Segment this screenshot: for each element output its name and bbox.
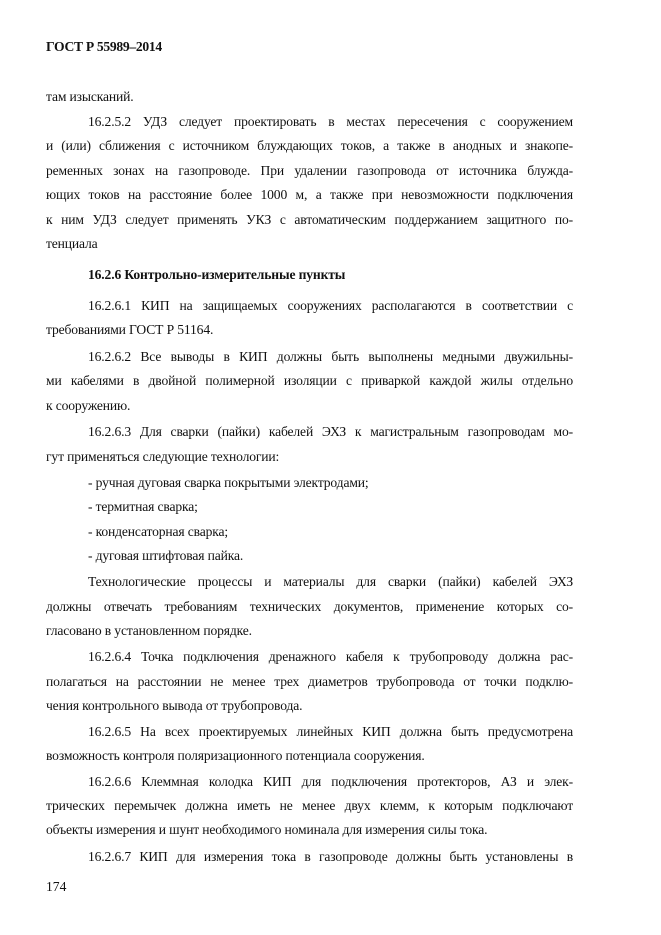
section-heading: 16.2.6 Контрольно-измерительные пункты <box>88 267 346 282</box>
paragraph-line: 16.2.6.7 КИП для измерения тока в газопроводе должны быть установлены в <box>88 849 573 864</box>
paragraph-line: 16.2.6.3 Для сварки (пайки) кабелей ЭХЗ к магистральным газопроводам мо- <box>88 424 573 439</box>
list-item: - ручная дуговая сварка покрытыми электродами; <box>88 475 369 490</box>
document-header: ГОСТ Р 55989–2014 <box>46 39 162 54</box>
paragraph-line: гут применяться следующие технологии: <box>46 449 280 464</box>
paragraph-line: 16.2.6.2 Все выводы в КИП должны быть выполнены медными двужильны- <box>88 349 573 364</box>
paragraph-line: ми кабелями в двойной полимерной изоляции с приваркой каждой жилы отдельно <box>46 373 573 388</box>
paragraph-line: возможность контроля поляризационного потенциала сооружения. <box>46 748 425 763</box>
list-item: - дуговая штифтовая пайка. <box>88 548 244 563</box>
paragraph-line: должны отвечать требованиям технических документов, применение которых со- <box>46 599 573 614</box>
paragraph-line: 16.2.6.4 Точка подключения дренажного кабеля к трубопроводу должна рас- <box>88 649 573 664</box>
list-item: - термитная сварка; <box>88 499 198 514</box>
paragraph-line: 16.2.5.2 УДЗ следует проектировать в местах пересечения с сооружением <box>88 114 573 129</box>
paragraph-line: 16.2.6.5 На всех проектируемых линейных КИП должна быть предусмотрена <box>88 724 573 739</box>
paragraph-line: трических перемычек должна иметь не менее двух клемм, к которым подключают <box>46 798 573 813</box>
paragraph-line: ременных зонах на газопроводе. При удалении газопровода от источника блужда- <box>46 163 573 178</box>
paragraph-line: 16.2.6.1 КИП на защищаемых сооружениях располагаются в соответствии с <box>88 298 573 313</box>
paragraph-line: тенциала <box>46 236 98 251</box>
paragraph-line: Технологические процессы и материалы для сварки (пайки) кабелей ЭХЗ <box>88 574 573 589</box>
paragraph-line: ющих токов на расстояние более 1000 м, а также при невозможности подключения <box>46 187 573 202</box>
list-item: - конденсаторная сварка; <box>88 524 229 539</box>
paragraph-line: гласовано в установленном порядке. <box>46 623 252 638</box>
paragraph-line: объекты измерения и шунт необходимого номинала для измерения силы тока. <box>46 822 488 837</box>
paragraph-line: там изысканий. <box>46 89 134 104</box>
paragraph-line: к ним УДЗ следует применять УКЗ с автоматическим поддержанием защитного по- <box>46 212 573 227</box>
paragraph-line: требованиями ГОСТ Р 51164. <box>46 322 214 337</box>
paragraph-line: полагаться на расстоянии не менее трех диаметров трубопровода от точки подклю- <box>46 674 573 689</box>
page-number: 174 <box>46 879 67 894</box>
paragraph-line: к сооружению. <box>46 398 131 413</box>
paragraph-line: и (или) сближения с источником блуждающих токов, а также в анодных и знакопе- <box>46 138 573 153</box>
paragraph-line: чения контрольного вывода от трубопровода. <box>46 698 303 713</box>
paragraph-line: 16.2.6.6 Клеммная колодка КИП для подключения протекторов, АЗ и элек- <box>88 774 573 789</box>
